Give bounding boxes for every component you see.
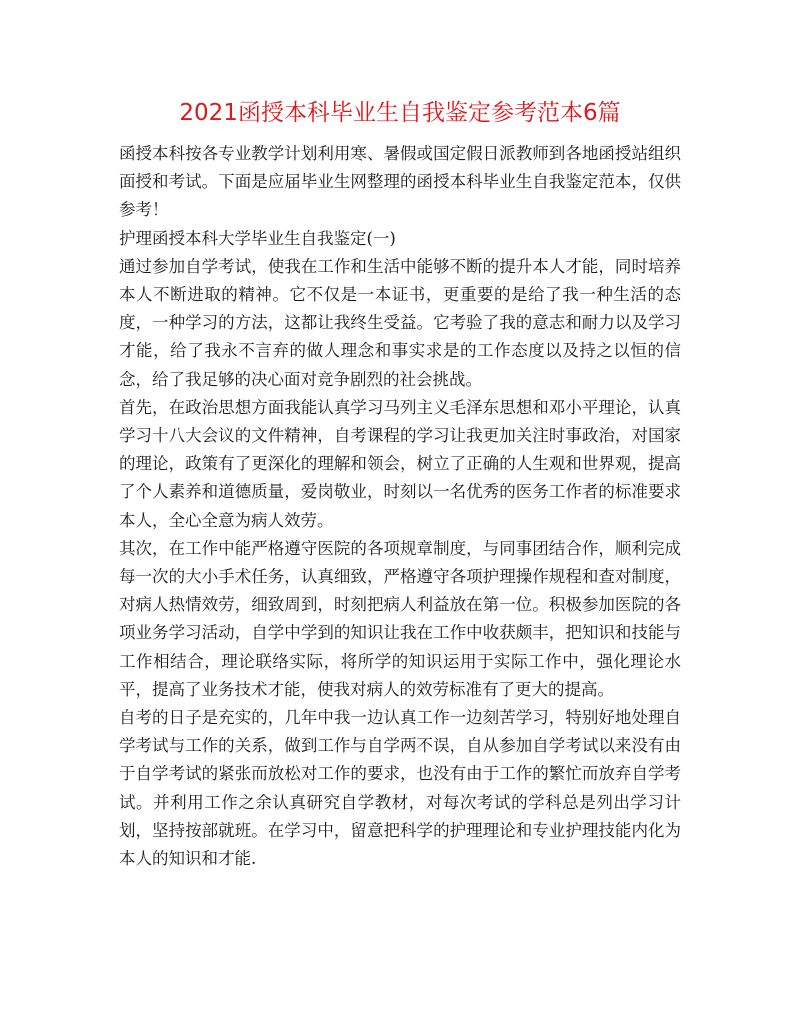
paragraph: 其次，在工作中能严格遵守医院的各项规章制度，与同事团结合作，顺利完成每一次的大小手术任务，认真细致，严格遵守各项护理操作规程和查对制度，对病人热情效劳，细致周到，时刻把病人利益放在第一位。积极参加医院的各项业务学习活动，自学中学到的知识让我在工作中收获颇丰，把知识和技能与工作相结合，理论联络实际，将所学的知识运用于实际工作中，强化理论水平，提高了业务技术才能，使我对病人的效劳标准有了更大的提高。 (119, 538, 681, 699)
page-title: 2021函授本科毕业生自我鉴定参考范本6篇 (179, 100, 621, 126)
document-body (119, 140, 681, 873)
paragraph: 自考的日子是充实的，几年中我一边认真工作一边刻苦学习，特别好地处理自学考试与工作的关系，做到工作与自学两不误，自从参加自学考试以来没有由于自学考试的紧张而放松对工作的要求，也没有由于工作的繁忙而放弃自学考试。并利用工作之余认真研究自学教材，对每次考试的学科总是列出学习计划，坚持按部就班。在学习中，留意把科学的护理理论和专业护理技能内化为本人的知识和才能. (119, 708, 681, 869)
paragraph: 通过参加自学考试，使我在工作和生活中能够不断的提升本人才能，同时培养本人不断进取的精神。它不仅是一本证书，更重要的是给了我一种生活的态度，一种学习的方法，这都让我终生受益。它考验了我的意志和耐力以及学习才能，给了我永不言弃的做人理念和事实求是的工作态度以及持之以恒的信念，给了我足够的决心面对竞争剧烈的社会挑战。 (119, 256, 681, 389)
section-heading: 护理函授本科大学毕业生自我鉴定(一) (119, 228, 396, 248)
paragraph-intro: 函授本科按各专业教学计划利用寒、暑假或国定假日派教师到各地函授站组织面授和考试。下面是应届毕业生网整理的函授本科毕业生自我鉴定范本，仅供参考！ (119, 144, 681, 220)
paragraph: 首先，在政治思想方面我能认真学习马列主义毛泽东思想和邓小平理论，认真学习十八大会议的文件精神，自考课程的学习让我更加关注时事政治，对国家的理论，政策有了更深化的理解和领会，树立了正确的人生观和世界观，提高了个人素养和道德质量，爱岗敬业，时刻以一名优秀的医务工作者的标准要求本人，全心全意为病人效劳。 (119, 397, 681, 530)
